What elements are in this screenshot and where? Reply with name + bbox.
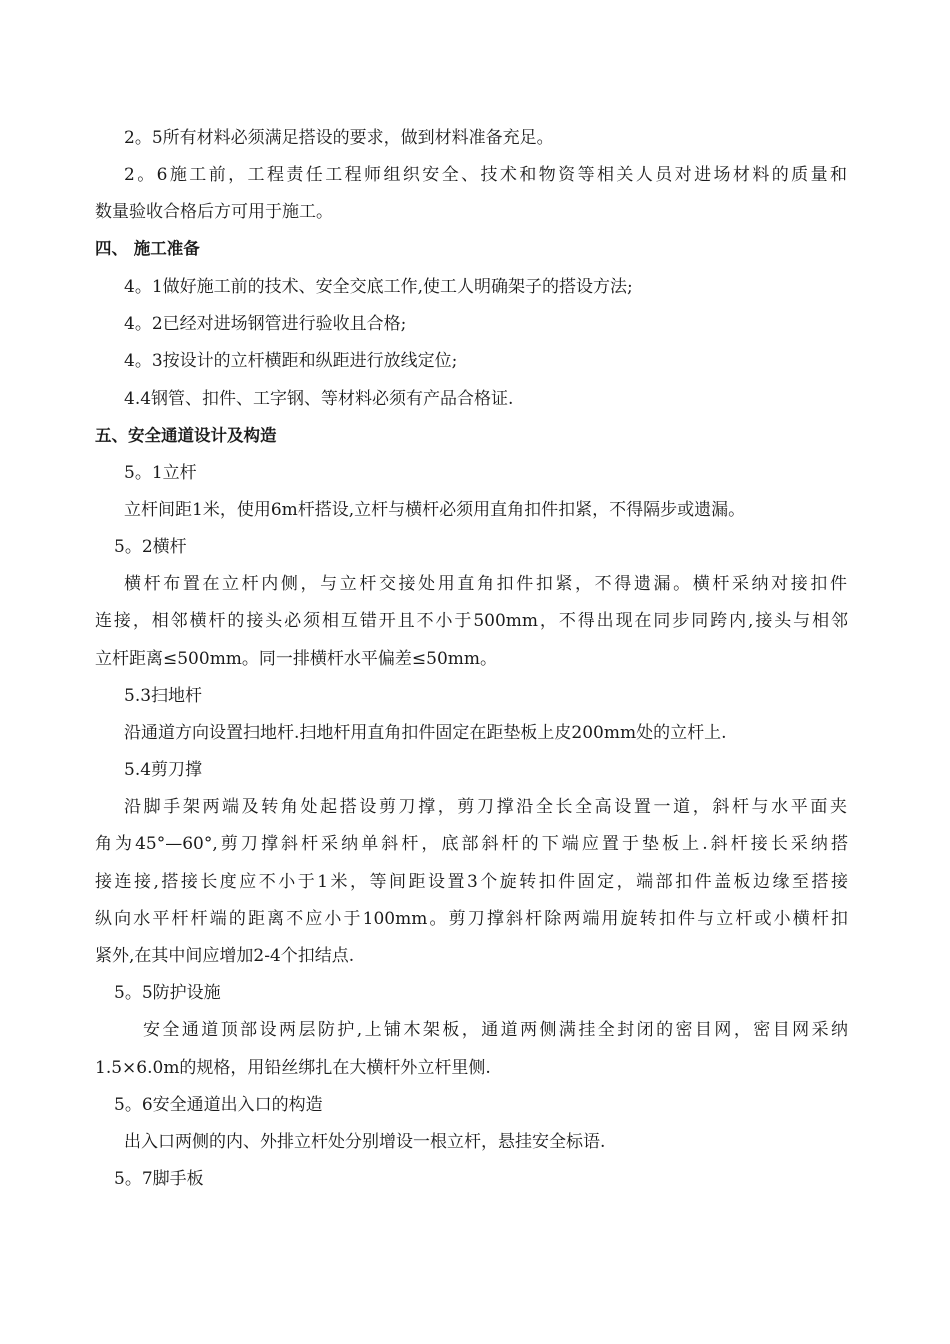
paragraph-5-4-line3: 接连接,搭接长度应不小于1米，等间距设置3个旋转扣件固定，端部扣件盖板边缘至搭接 (95, 872, 848, 892)
section-heading-4: 四、 施工准备 (95, 239, 200, 258)
subheading-5-2: 5。2横杆 (114, 537, 187, 557)
subheading-5-3: 5.3扫地杆 (124, 686, 203, 706)
paragraph-2-6-cont: 数量验收合格后方可用于施工。 (95, 202, 333, 222)
paragraph-5-2-line1: 横杆布置在立杆内侧，与立杆交接处用直角扣件扣紧，不得遗漏。横杆采纳对接扣件 (124, 574, 847, 594)
paragraph-5-2-line3: 立杆距离≤500mm。同一排横杆水平偏差≤50mm。 (95, 649, 498, 669)
paragraph-5-4-line1: 沿脚手架两端及转角处起搭设剪刀撑，剪刀撑沿全长全高设置一道，斜杆与水平面夹 (124, 797, 847, 817)
paragraph-2-5: 2。5所有材料必须满足搭设的要求，做到材料准备充足。 (124, 128, 554, 148)
paragraph-5-4-line2: 角为45°—60°,剪刀撑斜杆采纳单斜杆，底部斜杆的下端应置于垫板上.斜杆接长采纳搭 (95, 834, 848, 854)
paragraph-5-1: 立杆间距1米，使用6m杆搭设,立杆与横杆必须用直角扣件扣紧，不得隔步或遗漏。 (124, 500, 746, 520)
paragraph-4-4: 4.4钢管、扣件、工字钢、等材料必须有产品合格证. (124, 389, 514, 409)
paragraph-5-5-line2: 1.5×6.0m的规格，用铅丝绑扎在大横杆外立杆里侧. (95, 1058, 491, 1078)
subheading-5-1: 5。1立杆 (124, 463, 197, 483)
paragraph-2-6: 2。6施工前，工程责任工程师组织安全、技术和物资等相关人员对进场材料的质量和 (124, 165, 847, 185)
subheading-5-5: 5。5防护设施 (114, 983, 221, 1003)
section-heading-5: 五、安全通道设计及构造 (95, 426, 277, 445)
subheading-5-6: 5。6安全通道出入口的构造 (114, 1095, 323, 1115)
paragraph-5-2-line2: 连接，相邻横杆的接头必须相互错开且不小于500mm，不得出现在同步同跨内,接头与相邻 (95, 611, 848, 631)
paragraph-4-1: 4。1做好施工前的技术、安全交底工作,使工人明确架子的搭设方法; (124, 277, 633, 297)
subheading-5-4: 5.4剪刀撑 (124, 760, 203, 780)
paragraph-5-3: 沿通道方向设置扫地杆.扫地杆用直角扣件固定在距垫板上皮200mm处的立杆上. (124, 723, 727, 743)
paragraph-5-4-line4: 纵向水平杆杆端的距离不应小于100mm。剪刀撑斜杆除两端用旋转扣件与立杆或小横杆扣 (95, 909, 848, 929)
paragraph-4-2: 4。2已经对进场钢管进行验收且合格; (124, 314, 407, 334)
paragraph-4-3: 4。3按设计的立杆横距和纵距进行放线定位; (124, 351, 458, 371)
paragraph-5-6: 出入口两侧的内、外排立杆处分别增设一根立杆，悬挂安全标语. (124, 1132, 606, 1152)
subheading-5-7: 5。7脚手板 (114, 1169, 204, 1189)
paragraph-5-4-line5: 紧外,在其中间应增加2-4个扣结点. (95, 946, 355, 966)
paragraph-5-5-line1: 安全通道顶部设两层防护,上铺木架板，通道两侧满挂全封闭的密目网，密目网采纳 (143, 1020, 848, 1040)
